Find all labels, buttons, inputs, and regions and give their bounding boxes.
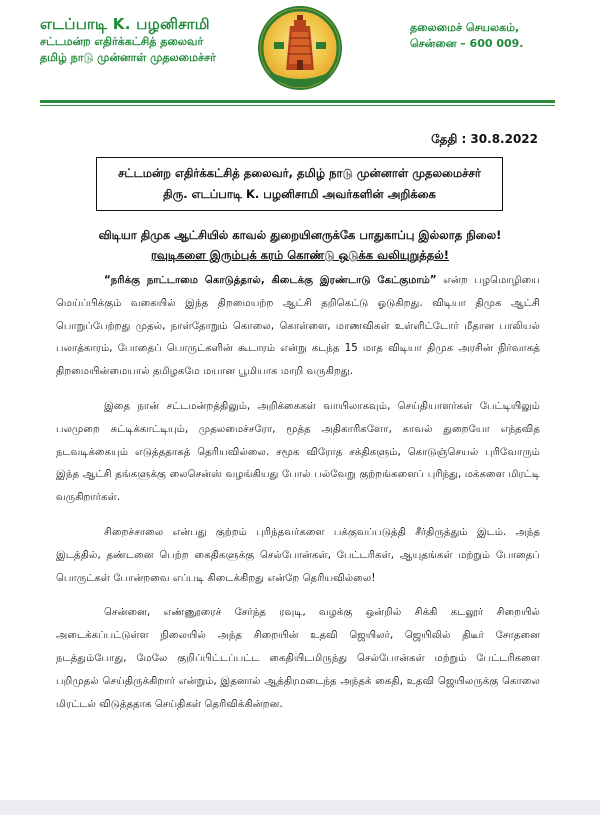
statement-title-line-2: திரு. எடப்பாடி K. பழனிசாமி அவர்களின் அறிக்கை (163, 187, 436, 201)
headline (90, 225, 510, 265)
header-rule-thin (40, 105, 555, 106)
statement-title-line-1: சட்டமன்ற எதிர்க்கட்சித் தலைவர், தமிழ் நாடு முன்னாள் முதலமைச்சர் (118, 166, 481, 180)
paragraph-2: இதை நான் சட்டமன்றத்திலும், அறிக்கைகள் வாயிலாகவும், செய்தியாளர்கள் பேட்டியிலும் பலமுறை சுட்டிக்காட்டியும், முதலமைச்சரோ, மூத்த அதிகாரிகளோ, காவல் துறையோ எந்தவித நடவடிக்கையும் எடுத்ததாகத் தெரியவில்லை. சமூக விரோத சக்திகளும், கொடுஞ்செயல் புரிவோரும் இந்த ஆட்சி தங்களுக்கு லைசென்ஸ் வழங்கியது போல் பல்வேறு குற்றங்களைப் புரிந்து, மக்களை மிரட்டி வருகிறார்கள். (56, 400, 540, 504)
statement-body (56, 270, 540, 728)
office-address: சென்னை – 600 009. (410, 37, 524, 50)
office-name: தலைமைச் செயலகம், (410, 21, 520, 34)
statement-title-box (96, 157, 503, 211)
letterhead (0, 0, 600, 110)
proverb-quote: “நரிக்கு நாட்டாமை கொடுத்தால், கிடைக்கு இரண்டாடு கேட்குமாம்” (104, 275, 437, 286)
viewer-bottom-bar (0, 800, 600, 815)
leader-title-1: சட்டமன்ற எதிர்க்கட்சித் தலைவர் (40, 35, 204, 48)
paragraph-3: சிறைச்சாலை என்பது குற்றம் புரிந்தவர்களை பக்குவப்படுத்தி சீர்திருத்தும் இடம். அந்த இடத்தில், தண்டனை பெற்ற கைதிகளுக்கு செல்போன்கள், பேட்டரிகள், ஆயுதங்கள் மற்றும் போதைப் பொருட்கள் போன்றவை எப்படி கிடைக்கிறது என்றே தெரியவில்லை! (56, 526, 540, 584)
paragraph-1 (56, 270, 540, 384)
tamil-nadu-emblem-icon (258, 6, 342, 90)
letterhead-right (410, 20, 560, 52)
leader-name: எடப்பாடி K. பழனிசாமி (40, 15, 210, 33)
paragraph-4: சென்னை, எண்ணூரைச் சேர்ந்த ரவுடி, வழக்கு ஒன்றில் சிக்கி கடலூர் சிறையில் அடைக்கப்பட்டுள்ள நிலையில் அந்த சிறையின் உதவி ஜெயிலர், ஜெயிலில் திடீர் சோதனை நடத்தும்போது, மேலே குறிப்பிட்டப்பட்ட கைதியிடமிருந்து செல்போன்கள் மற்றும் பேட்டரிகளை பறிமுதல் செய்திருக்கிறார் என்றும், இதனால் ஆத்திரமடைந்த அந்தக் கைதி, உதவி ஜெயிலருக்கு கொலை மிரட்டல் விடுத்ததாக செய்திகள் தெரிவிக்கின்றன. (56, 607, 540, 710)
headline-line-1: விடியா திமுக ஆட்சியில் காவல் துறையினருக்கே பாதுகாப்பு இல்லாத நிலை! (98, 228, 502, 242)
leader-title-2: தமிழ் நாடு முன்னாள் முதலமைச்சர் (40, 51, 216, 64)
paragraph-1-text: என்ற பழமொழியை மெய்ப்பிக்கும் வகையில் இந்த திறமையற்ற ஆட்சி தறிகெட்டு ஓடுகிறது. விடியா திமுக ஆட்சி பொறுப்பேற்றது முதல், நாள்தோறும் கொலை, கொள்ளை, மாணவிகள் உள்ளிட்டோர் மீதான பாலியல் பலாத்காரம், போதைப் பொருட்களின் கூடாரம் என்று கடந்த 15 மாத விடியா திமுக அரசின் நிர்வாகத் திறமையின்மையால் தமிழகமே மயான பூமியாக மாறி வருகிறது. (56, 275, 541, 378)
header-rule-thick (40, 100, 555, 103)
letterhead-left (40, 14, 260, 66)
headline-line-2: ரவுடிகளை இரும்புக் கரம் கொண்டு ஒடுக்க வலியுறுத்தல்! (150, 248, 450, 262)
document-date: தேதி : 30.8.2022 (431, 132, 538, 146)
